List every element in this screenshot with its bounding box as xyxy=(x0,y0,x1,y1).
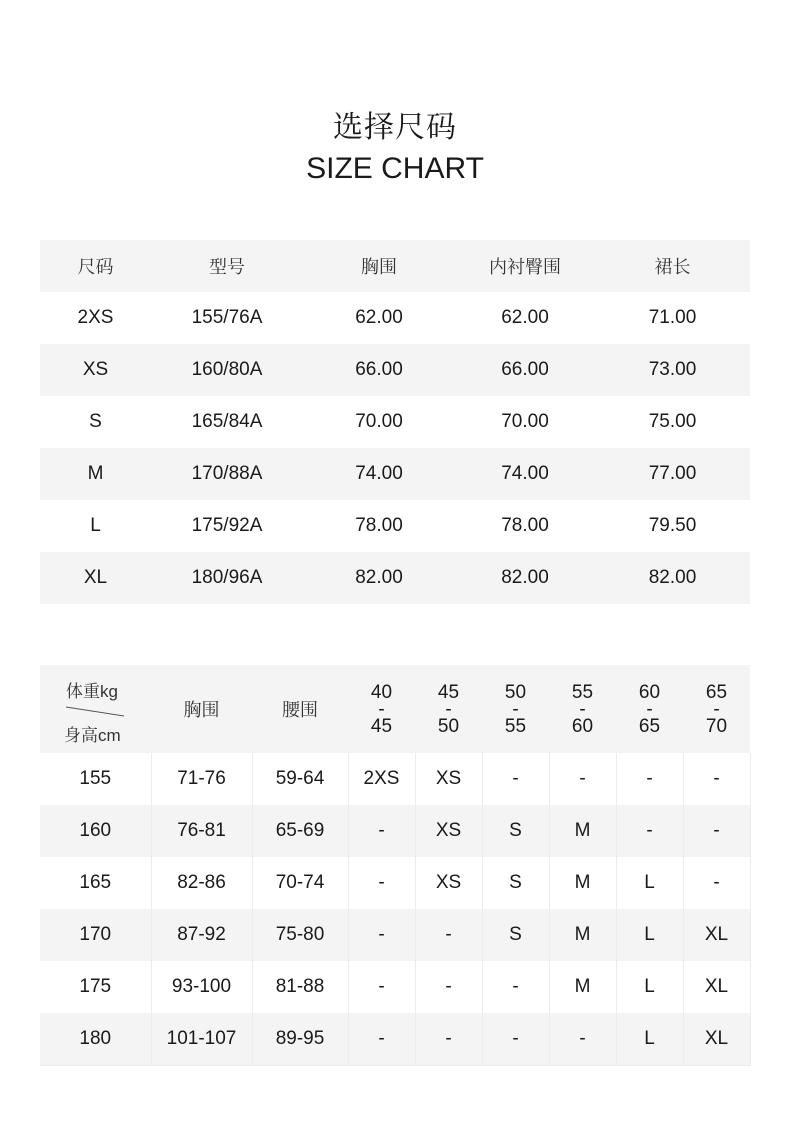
table-cell: 70-74 xyxy=(252,857,348,909)
height-label: 身高cm xyxy=(64,726,121,745)
table-cell: 101-107 xyxy=(151,1013,252,1065)
table-cell: XS xyxy=(415,805,482,857)
weight-range-header xyxy=(616,665,683,753)
weight-range-header xyxy=(549,665,616,753)
table-cell: 180 xyxy=(40,1013,151,1065)
table-row xyxy=(40,448,750,500)
page-title-en: SIZE CHART xyxy=(306,152,484,185)
table-cell: 79.50 xyxy=(648,515,697,536)
table-cell: 2XS xyxy=(77,307,114,328)
page-title-cn: 选择尺码 xyxy=(333,111,457,144)
table-cell: 165 xyxy=(79,872,112,893)
table-cell: 75.00 xyxy=(648,411,697,432)
table-cell: 82.00 xyxy=(303,552,455,604)
table-cell: M xyxy=(549,857,616,909)
table-cell: 170/88A xyxy=(151,448,303,500)
table-cell: XS xyxy=(415,857,482,909)
corner-header xyxy=(40,665,151,753)
table-cell: L xyxy=(616,1013,683,1065)
table-cell: 71-76 xyxy=(151,753,252,805)
table-cell: - xyxy=(683,753,750,805)
table-cell: - xyxy=(616,805,683,857)
header-bust: 胸围 xyxy=(303,240,455,292)
weight-range-to: 70 xyxy=(705,715,728,737)
table-cell: XS xyxy=(40,344,151,396)
table-cell: 62.00 xyxy=(501,307,549,328)
table-cell: L xyxy=(616,961,683,1013)
weight-range-from: 60 xyxy=(638,681,661,703)
table-cell: 66.00 xyxy=(303,344,455,396)
weight-range-sep: - xyxy=(713,698,720,720)
table-cell: XL xyxy=(683,909,750,961)
table-cell: - xyxy=(549,1013,616,1065)
header-model: 型号 xyxy=(151,240,303,292)
table-cell: 62.00 xyxy=(355,307,403,328)
table-cell: L xyxy=(616,909,683,961)
table-row xyxy=(40,552,750,604)
table-cell: 155/76A xyxy=(191,307,263,328)
table-row xyxy=(40,857,750,909)
table-cell: - xyxy=(348,1013,415,1065)
weight-range-from: 50 xyxy=(504,681,527,703)
header-waist: 腰围 xyxy=(252,665,348,753)
header-lining-hip: 内衬臀围 xyxy=(455,240,595,292)
weight-range-sep: - xyxy=(445,698,452,720)
table-cell: M xyxy=(549,909,616,961)
table-cell: 81-88 xyxy=(252,961,348,1013)
weight-range-header xyxy=(482,665,549,753)
weight-range-sep: - xyxy=(512,698,519,720)
table-row xyxy=(40,909,750,961)
table-cell: 74.00 xyxy=(303,448,455,500)
table-cell: - xyxy=(348,909,415,961)
weight-range-from: 45 xyxy=(437,681,460,703)
weight-range-header xyxy=(683,665,750,753)
table-cell: 2XS xyxy=(348,753,415,805)
table-cell: S xyxy=(482,805,549,857)
table-row xyxy=(40,344,750,396)
table-cell: - xyxy=(482,961,549,1013)
weight-range-to: 55 xyxy=(504,715,527,737)
table-cell: - xyxy=(415,961,482,1013)
table-cell: 175/92A xyxy=(191,515,263,536)
weight-range-to: 50 xyxy=(437,715,460,737)
table-cell: 75-80 xyxy=(252,909,348,961)
fit-table-header-row xyxy=(40,665,750,753)
size-table xyxy=(40,240,750,604)
table-cell: - xyxy=(348,961,415,1013)
table-cell: 93-100 xyxy=(151,961,252,1013)
weight-range-from: 40 xyxy=(370,681,393,703)
table-cell: XL xyxy=(40,552,151,604)
table-cell: 180/96A xyxy=(151,552,303,604)
table-cell: 160/80A xyxy=(151,344,303,396)
weight-range-to: 65 xyxy=(638,715,661,737)
table-cell: S xyxy=(482,909,549,961)
table-cell: 175 xyxy=(79,976,112,997)
table-cell: M xyxy=(549,805,616,857)
table-cell: - xyxy=(683,805,750,857)
table-cell: - xyxy=(482,753,549,805)
table-cell: 160 xyxy=(40,805,151,857)
table-cell: 71.00 xyxy=(648,307,697,328)
table-row xyxy=(40,1013,750,1065)
table-cell: 70.00 xyxy=(501,411,549,432)
table-cell: 155 xyxy=(79,768,112,789)
table-cell: S xyxy=(482,857,549,909)
weight-range-from: 65 xyxy=(705,681,728,703)
weight-range-sep: - xyxy=(378,698,385,720)
table-cell: - xyxy=(683,857,750,909)
table-cell: 70.00 xyxy=(355,411,403,432)
table-cell: 76-81 xyxy=(151,805,252,857)
weight-range-to: 45 xyxy=(370,715,393,737)
table-cell: 73.00 xyxy=(595,344,750,396)
table-cell: S xyxy=(89,411,102,432)
table-cell: 78.00 xyxy=(355,515,403,536)
table-row xyxy=(40,753,750,805)
weight-range-sep: - xyxy=(646,698,653,720)
weight-label: 体重kg xyxy=(66,682,118,701)
weight-range-to: 60 xyxy=(571,715,594,737)
weight-range-header xyxy=(348,665,415,753)
header-size: 尺码 xyxy=(40,240,151,292)
weight-range-from: 55 xyxy=(571,681,594,703)
table-cell: XL xyxy=(683,1013,750,1065)
header-bust: 胸围 xyxy=(151,665,252,753)
table-cell: - xyxy=(415,909,482,961)
table-row xyxy=(40,961,750,1013)
table-row xyxy=(40,805,750,857)
table-row xyxy=(40,396,750,448)
table-cell: 59-64 xyxy=(252,753,348,805)
table-cell: 82-86 xyxy=(151,857,252,909)
table-cell: M xyxy=(40,448,151,500)
title-block xyxy=(0,108,790,189)
table-cell: - xyxy=(616,753,683,805)
table-cell: L xyxy=(90,515,101,536)
header-skirt-length: 裙长 xyxy=(595,240,750,292)
table-cell: 165/84A xyxy=(191,411,263,432)
table-cell: XL xyxy=(683,961,750,1013)
table-row xyxy=(40,292,750,344)
table-cell: M xyxy=(549,961,616,1013)
table-cell: 82.00 xyxy=(455,552,595,604)
table-cell: 89-95 xyxy=(252,1013,348,1065)
table-cell: 65-69 xyxy=(252,805,348,857)
weight-range-header xyxy=(415,665,482,753)
table-cell: 78.00 xyxy=(501,515,549,536)
table-cell: L xyxy=(616,857,683,909)
table-cell: 87-92 xyxy=(151,909,252,961)
table-cell: - xyxy=(415,1013,482,1065)
table-cell: 170 xyxy=(40,909,151,961)
weight-range-sep: - xyxy=(579,698,586,720)
table-cell: - xyxy=(348,857,415,909)
table-cell: 66.00 xyxy=(455,344,595,396)
table-cell: 74.00 xyxy=(455,448,595,500)
table-cell: 77.00 xyxy=(595,448,750,500)
table-row xyxy=(40,500,750,552)
table-cell: - xyxy=(348,805,415,857)
table-cell: XS xyxy=(415,753,482,805)
table-cell: 82.00 xyxy=(595,552,750,604)
table-cell: - xyxy=(549,753,616,805)
fit-table xyxy=(40,665,751,1066)
size-table-header-row xyxy=(40,240,750,292)
table-cell: - xyxy=(482,1013,549,1065)
